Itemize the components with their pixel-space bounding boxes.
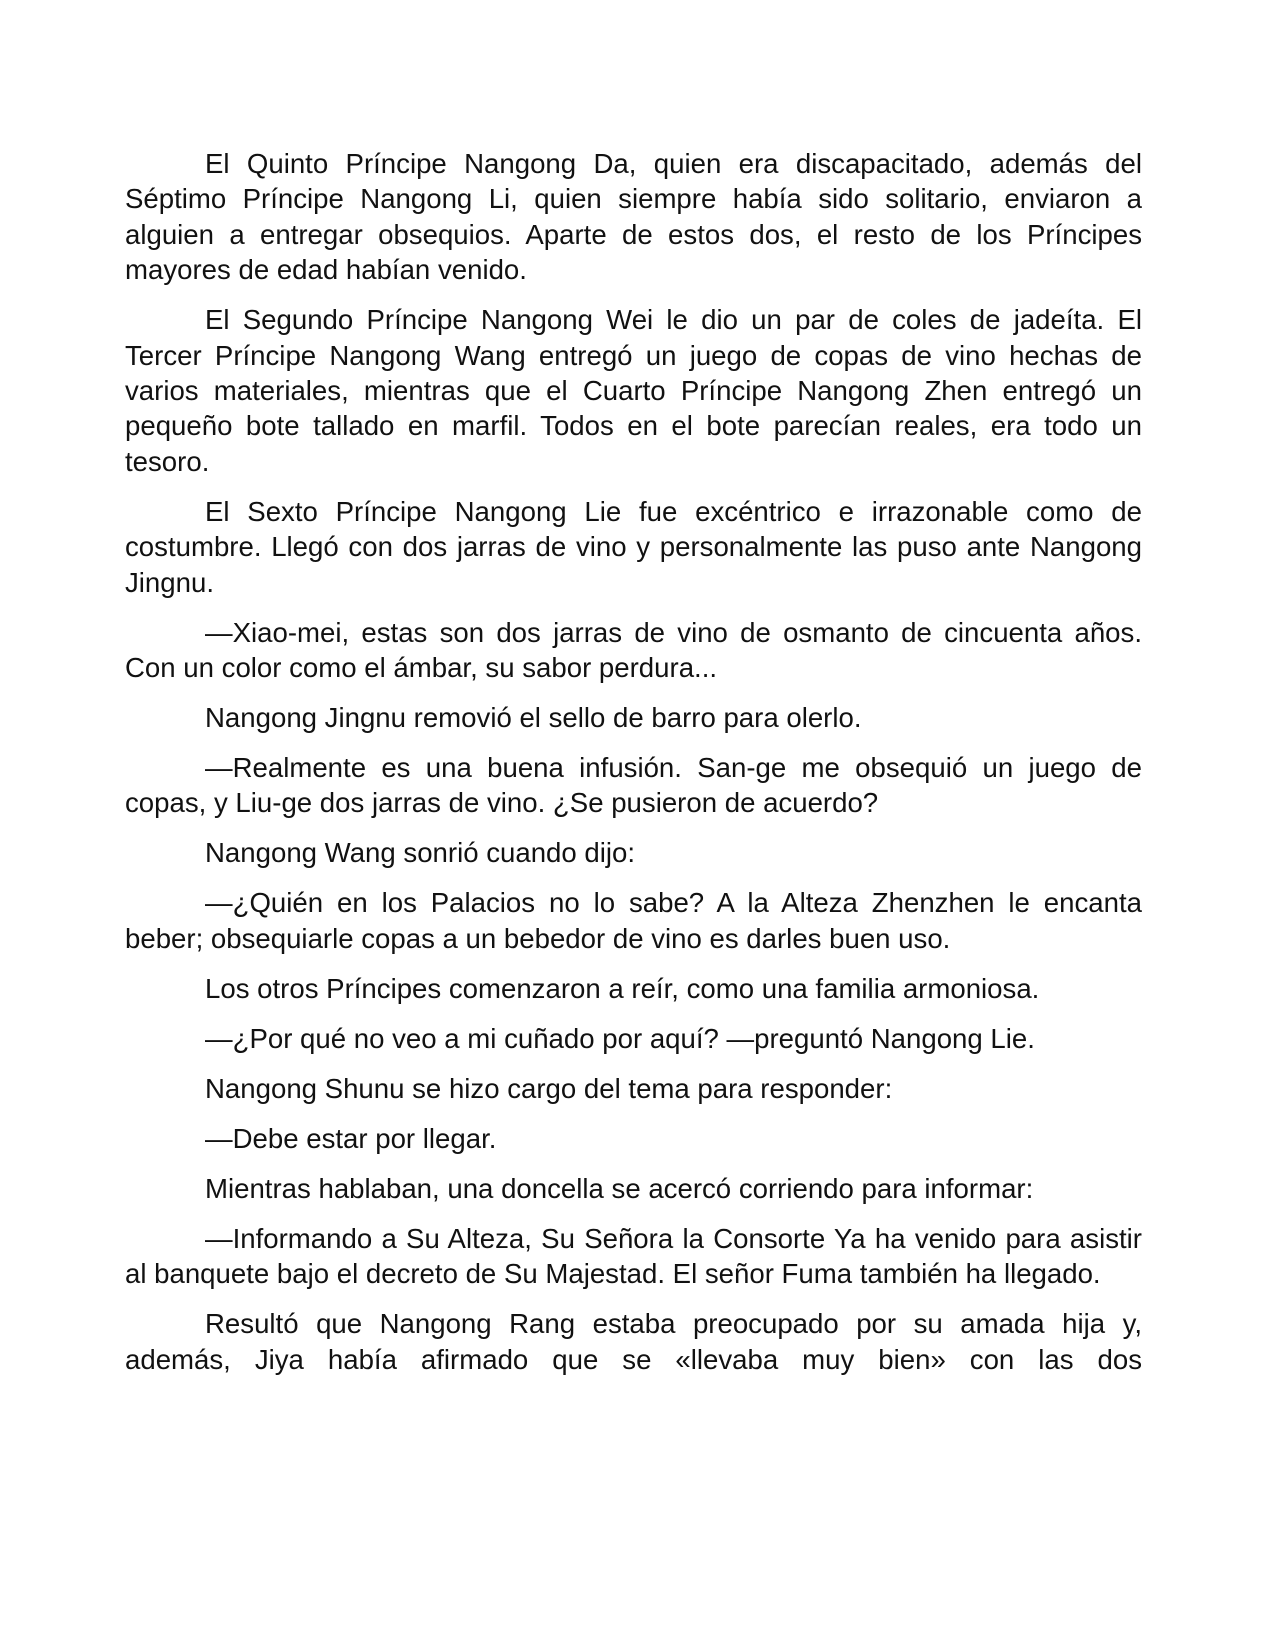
paragraph-9: Los otros Príncipes comenzaron a reír, como una familia armoniosa. [205,972,1040,1004]
paragraph-13: Mientras hablaban, una doncella se acercó corriendo para informar: [205,1172,1034,1204]
paragraph-7: Nangong Wang sonrió cuando dijo: [205,837,636,869]
paragraph-15: Resultó que Nangong Rang estaba preocupado por su amada hija y, además, Jiya había afirmado que se «llevaba muy bien» con las dos [125,1308,1142,1375]
paragraph-10: —¿Por qué no veo a mi cuñado por aquí? —preguntó Nangong Lie. [205,1022,1035,1054]
paragraph-12: —Debe estar por llegar. [205,1122,497,1154]
paragraph-4: —Xiao-mei, estas son dos jarras de vino de osmanto de cincuenta años. Con un color como el ámbar, su sabor perdura... [125,616,1142,684]
paragraph-8: —¿Quién en los Palacios no lo sabe? A la Alteza Zhenzhen le encanta beber; obsequiarle copas a un bebedor de vino es darles buen uso. [125,887,1142,954]
paragraph-2: El Segundo Príncipe Nangong Wei le dio un par de coles de jadeíta. El Tercer Príncipe Nangong Wang entregó un juego de copas de vino hechas de varios materiales, mientras que el Cuarto Príncipe Nangong Zhen entregó un pequeño bote tallado en marfil. Todos en el bote parecían reales, era todo un tesoro. [125,304,1142,477]
paragraph-14: —Informando a Su Alteza, Su Señora la Consorte Ya ha venido para asistir al banquete bajo el decreto de Su Majestad. El señor Fuma también ha llegado. [125,1222,1142,1290]
paragraph-11: Nangong Shunu se hizo cargo del tema para responder: [205,1072,893,1104]
paragraph-1: El Quinto Príncipe Nangong Da, quien era discapacitado, además del Séptimo Príncipe Nangong Li, quien siempre había sido solitario, enviaron a alguien a entregar obsequios. Aparte de estos dos, el resto de los Príncipes mayores de edad habían venido. [125,148,1142,286]
paragraph-5: Nangong Jingnu removió el sello de barro para olerlo. [205,702,862,734]
document-page [125,146,1142,1392]
paragraph-6: —Realmente es una buena infusión. San-ge me obsequió un juego de copas, y Liu-ge dos jarras de vino. ¿Se pusieron de acuerdo? [125,752,1142,819]
paragraph-3: El Sexto Príncipe Nangong Lie fue excéntrico e irrazonable como de costumbre. Llegó con dos jarras de vino y personalmente las puso ante Nangong Jingnu. [125,495,1142,598]
